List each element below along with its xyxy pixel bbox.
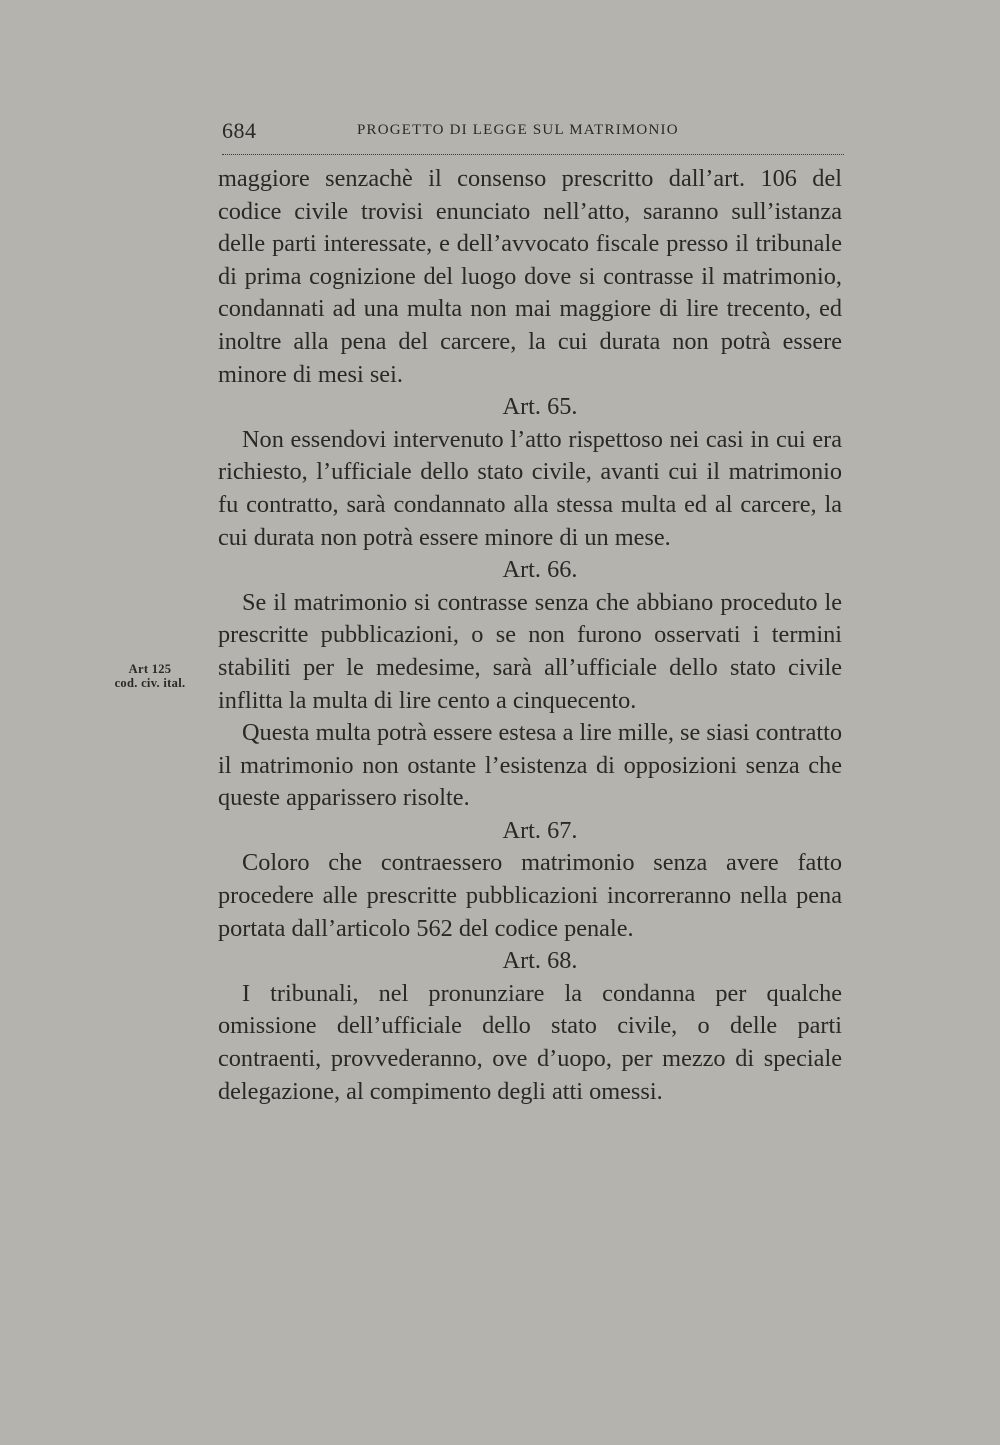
article-65-heading: Art. 65. xyxy=(502,393,578,421)
header-rule xyxy=(222,154,844,155)
margin-note xyxy=(100,662,200,690)
article-68-text: I tribunali, nel pronunziare la condanna per qualche omissione dell’ufficiale dello stato civile, o delle parti contraenti, provvederanno, ove d’uopo, per mezzo di speciale delegazione, al compimento degli atti omessi. xyxy=(218,979,842,1105)
article-66-text-1: Se il matrimonio si contrasse senza che abbiano proceduto le prescritte pubblicazioni, o se non furono osservati i termini stabiliti per le medesime, sarà all’ufficiale dello stato civile inflitta la multa di lire cento a cinquecento. xyxy=(218,588,842,714)
margin-note-line-2: cod. civ. ital. xyxy=(114,676,186,690)
continued-paragraph: maggiore senzachè il consenso prescritto dall’art. 106 del codice civile trovisi enunciato nell’atto, saranno sull’istanza delle parti interessate, e dell’avvocato fiscale presso il tribunale di prima cognizione del luogo dove si contrasse il matrimonio, condannati ad una multa non mai maggiore di lire trecento, ed inoltre alla pena del carcere, la cui durata non potrà essere minore di mesi sei. xyxy=(218,165,842,388)
page-header xyxy=(222,118,844,148)
article-65-text: Non essendovi intervenuto l’atto rispettoso nei casi in cui era richiesto, l’ufficiale dello stato civile, avanti cui il matrimonio fu contratto, sarà condannato alla stessa multa ed al carcere, la cui durata non potrà essere minore di un mese. xyxy=(218,425,842,551)
body-text xyxy=(218,163,842,1108)
article-67-text: Coloro che contraessero matrimonio senza avere fatto procedere alle prescritte pubblicazioni incorreranno nella pena portata dall’articolo 562 del codice penale. xyxy=(218,849,842,942)
article-66-heading: Art. 66. xyxy=(502,556,578,584)
article-67-heading: Art. 67. xyxy=(502,816,578,844)
article-66-text-2: Questa multa potrà essere estesa a lire mille, se siasi contratto il matrimonio non ostante l’esistenza di opposizioni senza che queste apparissero risolte. xyxy=(218,719,842,812)
article-68-heading: Art. 68. xyxy=(502,947,578,975)
running-title: PROGETTO DI LEGGE SUL MATRIMONIO xyxy=(357,122,679,138)
page-number: 684 xyxy=(222,118,257,143)
margin-note-line-1: Art 125 xyxy=(128,662,172,676)
